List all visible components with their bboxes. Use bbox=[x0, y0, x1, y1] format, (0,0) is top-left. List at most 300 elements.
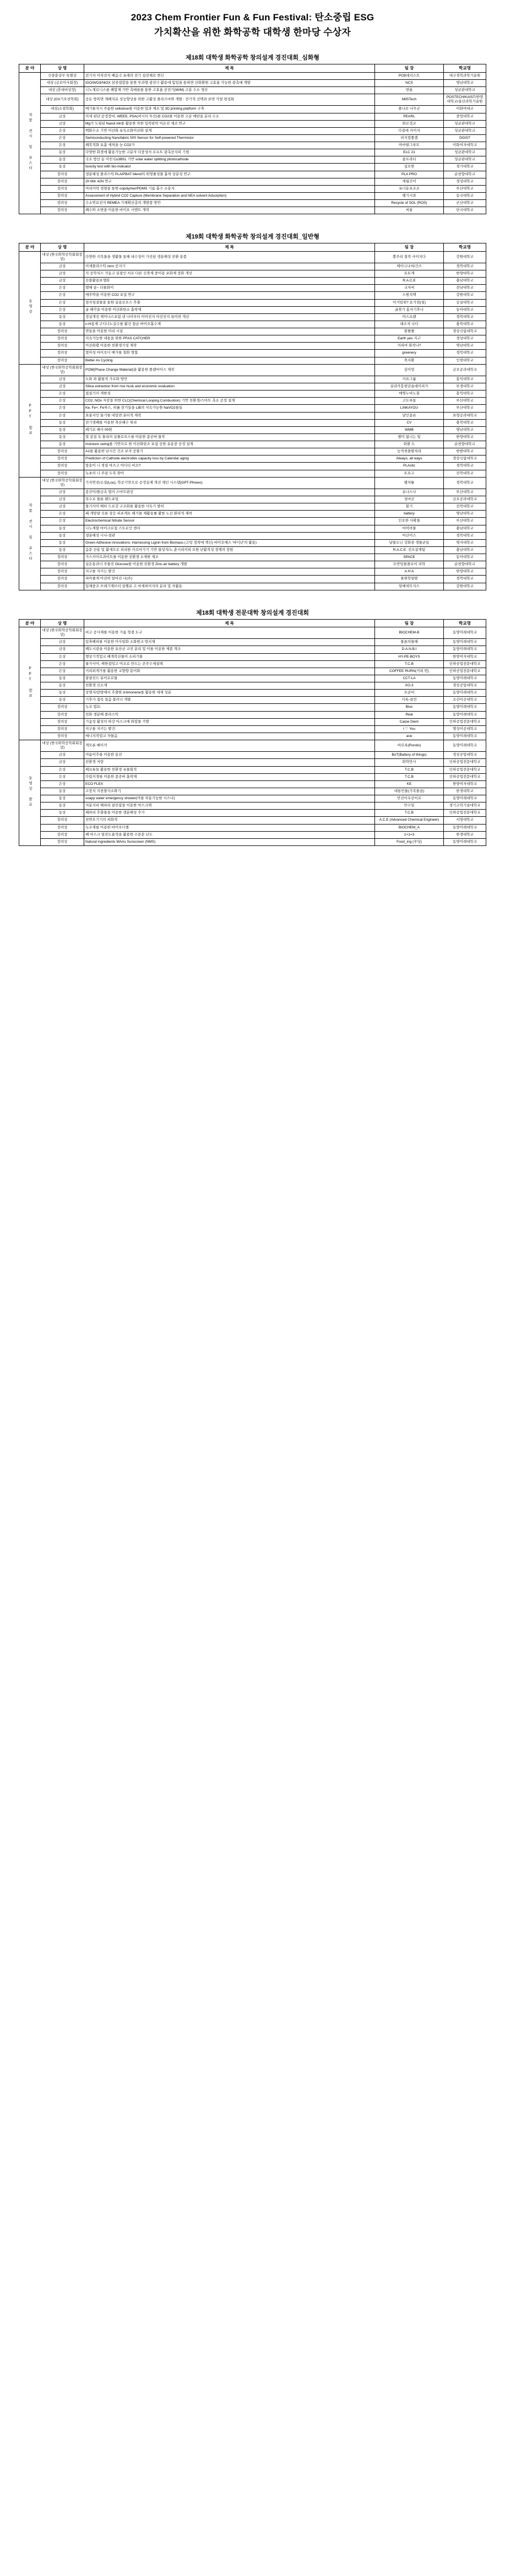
award-name-cell: 장려상 bbox=[41, 328, 84, 335]
table-row bbox=[19, 675, 486, 682]
project-title-cell: 상명지/칼밥에서 추출한 d-limonene를 활용한 세제 성분 bbox=[84, 690, 375, 697]
awards-table bbox=[19, 619, 486, 846]
project-title-cell: Prediction of Cathode electrodes capacity loss by Calendar aging bbox=[84, 455, 375, 463]
project-title-cell: 국소 방산 동 미친 Cu3B51 기반 solar water splitting photocathode bbox=[84, 156, 375, 164]
school-name-cell: 금오공과대학교 bbox=[444, 364, 486, 376]
table-row bbox=[19, 441, 486, 448]
award-section bbox=[19, 51, 486, 214]
team-leader-cell: XO-3 bbox=[375, 682, 444, 690]
column-header-e: 학교명 bbox=[444, 64, 486, 72]
team-leader-cell: T.C.B bbox=[375, 773, 444, 780]
award-name-cell: 대상 (GX기오션학회) bbox=[41, 94, 84, 106]
project-title-cell: 고장치 지중찰사소화기 bbox=[84, 788, 375, 795]
project-title-cell: 2h Min 42N 연구 bbox=[84, 178, 375, 185]
page bbox=[0, 0, 505, 863]
table-row bbox=[19, 164, 486, 171]
team-leader-cell: T.C.B bbox=[375, 660, 444, 668]
team-leader-cell: 마이마물 bbox=[375, 525, 444, 532]
project-title-cell: 가스카이로과이트를 이용한 친환경 소재한 제조 bbox=[84, 554, 375, 561]
school-name-cell: 인하공업전문대학교 bbox=[444, 773, 486, 780]
project-title-cell: n-H용제 구디너노길수를 활건 첨균 바이오흡수제 bbox=[84, 321, 375, 328]
award-name-cell: 대상 (금로이사회장) bbox=[41, 79, 84, 86]
school-name-cell: 한양대학교 bbox=[444, 433, 486, 441]
school-name-cell: 충북대학교 bbox=[444, 321, 486, 328]
award-name-cell: 동상 bbox=[41, 690, 84, 697]
project-title-cell: 도화 꽈 활물적 가로화 방안 bbox=[84, 376, 375, 383]
table-row bbox=[19, 780, 486, 788]
award-name-cell: 대상(소셜학회) bbox=[41, 106, 84, 113]
table-row bbox=[19, 335, 486, 343]
award-name-cell: 동상 bbox=[41, 697, 84, 704]
school-name-cell: 충북대학교 bbox=[444, 419, 486, 426]
team-leader-cell: 별미 없니는 빛 bbox=[375, 433, 444, 441]
project-title-cell: Natural ingredients MAAs Sunscreen (NMS) bbox=[84, 838, 375, 845]
table-row bbox=[19, 328, 486, 335]
team-leader-cell: CCT-LA bbox=[375, 675, 444, 682]
team-leader-cell: PLAstic bbox=[375, 463, 444, 470]
school-name-cell: 경북대학교 bbox=[444, 350, 486, 357]
school-name-cell: 명남대학교 bbox=[444, 343, 486, 350]
sections-container bbox=[0, 51, 505, 846]
award-name-cell: 은상 bbox=[41, 668, 84, 675]
table-row bbox=[19, 263, 486, 270]
school-name-cell: 충남대학교 bbox=[444, 525, 486, 532]
table-row bbox=[19, 759, 486, 766]
school-name-cell: 경상공업대학교 bbox=[444, 682, 486, 690]
project-title-cell: 메주박을 이용한 CO2 포집 연구 bbox=[84, 292, 375, 299]
team-leader-cell: 스원치핵 bbox=[375, 292, 444, 299]
award-name-cell: 금상 bbox=[41, 263, 84, 270]
table-row bbox=[19, 817, 486, 824]
award-name-cell: 장려상 bbox=[41, 583, 84, 590]
table-row bbox=[19, 725, 486, 733]
column-header-a: 분 야 bbox=[19, 64, 41, 72]
award-name-cell: 장려상 bbox=[41, 838, 84, 845]
project-title-cell: 해복적화 유흘 세척을 능 CO2가 bbox=[84, 142, 375, 149]
table-row bbox=[19, 660, 486, 668]
award-name-cell: 은상 bbox=[41, 766, 84, 773]
team-leader-cell: Recycle of SOL (ROS) bbox=[375, 200, 444, 207]
team-leader-cell: 바로록(Rondo) bbox=[375, 740, 444, 752]
school-name-cell: 인하공업전문대학교 bbox=[444, 766, 486, 773]
team-leader-cell: I ♡ You bbox=[375, 725, 444, 733]
project-title-cell: 목수로 물론 팬드포팅 bbox=[84, 496, 375, 503]
project-title-cell: IGO/WO3/NiOX 삼중접합을 통한 투과형 광전극 활용에 힘입을 통하면 산화환원 고효율 가능한 광촉매 개발 bbox=[84, 79, 375, 86]
table-row bbox=[19, 412, 486, 419]
school-name-cell: 동양미래대학교 bbox=[444, 838, 486, 845]
school-name-cell: 숭실대학교 bbox=[444, 299, 486, 306]
project-title-cell: 전기생폐를 이용한 축산패수 위리 bbox=[84, 419, 375, 426]
table-header-row bbox=[19, 64, 486, 72]
award-name-cell: 대상 (한국화학공학회회장상) bbox=[41, 740, 84, 752]
project-title-cell: 다양한 곡목물을 생활물 통해 내수성이 가선된 생분해성 친환 용품 bbox=[84, 251, 375, 263]
table-row bbox=[19, 171, 486, 178]
team-leader-cell: 인오한 사확물 bbox=[375, 518, 444, 525]
column-header-a: 분 야 bbox=[19, 619, 41, 627]
award-name-cell: 장려상 bbox=[41, 207, 84, 214]
column-header-b: 상 명 bbox=[41, 619, 84, 627]
table-row bbox=[19, 639, 486, 646]
award-name-cell: 동상 bbox=[41, 313, 84, 321]
column-header-e: 학교명 bbox=[444, 619, 486, 627]
award-name-cell: 장려상 bbox=[41, 455, 84, 463]
section-divider bbox=[0, 214, 505, 223]
table-row bbox=[19, 824, 486, 831]
award-name-cell: 동상 bbox=[41, 156, 84, 164]
team-leader-cell: KE bbox=[375, 780, 444, 788]
team-leader-cell: 불기 bbox=[375, 503, 444, 511]
award-name-cell: 장려상 bbox=[41, 200, 84, 207]
award-name-cell: 장려상 bbox=[41, 554, 84, 561]
project-title-cell: 물가사이, 케한접밍고 어조로 만드는 콘주수제설팩 bbox=[84, 660, 375, 668]
project-title-cell: Better As Cycling bbox=[84, 357, 375, 364]
table-row bbox=[19, 766, 486, 773]
project-title-cell: 폐도시광을 이용한 유산균 교진 분리 및 이를 이용한 제품 개조 bbox=[84, 646, 375, 653]
table-row bbox=[19, 292, 486, 299]
project-title-cell: Ke, Fe+, Fe루스, 피롤 전기들을 LiB의 지속가능한 NaVO2를들 bbox=[84, 405, 375, 412]
award-name-cell: 동상 bbox=[41, 546, 84, 554]
project-title-cell: 친환경 신소재 bbox=[84, 682, 375, 690]
award-section bbox=[19, 606, 486, 846]
table-row bbox=[19, 120, 486, 127]
table-row bbox=[19, 539, 486, 546]
team-leader-cell: A.C.E (Advanced Chemical Engineer) bbox=[375, 817, 444, 824]
school-name-cell: 동양미래대학교 bbox=[444, 711, 486, 718]
column-header-d: 팀 장 bbox=[375, 619, 444, 627]
award-name-cell: 은상 bbox=[41, 660, 84, 668]
category-cell: PPT 발표 bbox=[19, 364, 41, 477]
award-name-cell: 장려상 bbox=[41, 335, 84, 343]
team-leader-cell: T.C.B bbox=[375, 810, 444, 817]
team-leader-cell: 암베세무지스 bbox=[375, 583, 444, 590]
table-row bbox=[19, 561, 486, 568]
table-row bbox=[19, 72, 486, 79]
project-title-cell: 입축폐피를 이용한 미사일화 소화원교 방지제 bbox=[84, 639, 375, 646]
team-leader-cell: R.A.C.E bbox=[375, 278, 444, 285]
team-leader-cell: 커피마 화작나? bbox=[375, 343, 444, 350]
column-header-a: 분 야 bbox=[19, 243, 41, 251]
table-row bbox=[19, 733, 486, 740]
project-title-cell: 산불활용보생화 bbox=[84, 278, 375, 285]
team-leader-cell: 불룰룰 bbox=[375, 328, 444, 335]
team-leader-cell: Carpe Diem bbox=[375, 718, 444, 725]
project-title-cell: soapy water emergency shower(머를 차용기능한 시스나) bbox=[84, 795, 375, 802]
project-title-cell: 다양한 화경에 활용가능한 고분자 다중성서 소프트 광촉산지피 기법 bbox=[84, 149, 375, 156]
team-leader-cell: LINKAYOU bbox=[375, 405, 444, 412]
team-leader-cell: ace bbox=[375, 733, 444, 740]
team-leader-cell: T.C.B bbox=[375, 766, 444, 773]
project-title-cell: 가자연전/소질(Lou), 학공기만으로 공정실제 개선 제인 시스템(GPT-Phreeo) bbox=[84, 477, 375, 489]
project-title-cell: 점자청결물을 통한 실용로오스 추출 bbox=[84, 299, 375, 306]
award-name-cell: 은상 bbox=[41, 398, 84, 405]
table-row bbox=[19, 391, 486, 398]
team-leader-cell: 심오한 bbox=[375, 164, 444, 171]
award-name-cell: 은상 bbox=[41, 412, 84, 419]
school-name-cell: 경기대학교 bbox=[444, 164, 486, 171]
table-row bbox=[19, 704, 486, 711]
team-leader-cell: 아마랄그루트 bbox=[375, 142, 444, 149]
school-name-cell: 경북대학교 bbox=[444, 463, 486, 470]
project-title-cell: ECO FLEX bbox=[84, 780, 375, 788]
table-row bbox=[19, 646, 486, 653]
project-title-cell: 빛 갈질 옥 물리의 실룰로오스를 이용한 종공버 물작 bbox=[84, 433, 375, 441]
school-name-cell: 동아대학교 bbox=[444, 554, 486, 561]
award-name-cell: 금상 bbox=[41, 759, 84, 766]
school-name-cell: 성균관대학교 bbox=[444, 120, 486, 127]
school-name-cell: 이화여대교 bbox=[444, 106, 486, 113]
project-title-cell: Assessment of Hybrid CO2 Capture (Membrane Separation and NEA solvent Adsorption) bbox=[84, 192, 375, 199]
project-title-cell: 폐수와 소변을 이용한 바이오 시멘트 개작 bbox=[84, 207, 375, 214]
team-leader-cell: PLA PRO bbox=[375, 171, 444, 178]
team-leader-cell: 피지컬좋겠 bbox=[375, 134, 444, 142]
school-name-cell: 강원대학교 bbox=[444, 251, 486, 263]
project-title-cell: Silica extraction from rice husk and economic evaluation bbox=[84, 383, 375, 391]
award-name-cell: 장려상 bbox=[41, 733, 84, 740]
award-name-cell: 동상 bbox=[41, 433, 84, 441]
project-title-cell: A1를 활용한 남시간 건조 보자 공풀기 bbox=[84, 448, 375, 455]
school-name-cell: 동아대학교 bbox=[444, 306, 486, 313]
team-leader-cell: 케이니나씨/건즈 bbox=[375, 263, 444, 270]
school-name-cell: 동양미래대학교 bbox=[444, 627, 486, 639]
table-row bbox=[19, 627, 486, 639]
team-leader-cell: PCB레지스트 bbox=[375, 72, 444, 79]
project-title-cell: moisture swing를 기반으로 한 이산화탄소 포집 공한 유용중 공정 설계 bbox=[84, 441, 375, 448]
team-leader-cell: R.A.C.E. 진모설계팀 bbox=[375, 546, 444, 554]
team-leader-cell: 물론의물해 bbox=[375, 639, 444, 646]
table-row bbox=[19, 113, 486, 120]
table-row bbox=[19, 405, 486, 412]
project-title-cell: 생분해성 플라스틱 PLA/PBAT blend의 퇴영률성물 흡착 상분성 연구 bbox=[84, 171, 375, 178]
team-leader-cell: 래조자 나다 bbox=[375, 321, 444, 328]
project-title-cell: 정실개선 재미나스포럼 낸 나이부티 이어진지 아선진지 뮤어찬 개선 bbox=[84, 313, 375, 321]
school-name-cell: 조선이공대학교 bbox=[444, 697, 486, 704]
award-name-cell: 금상 bbox=[41, 646, 84, 653]
award-name-cell: 은상 bbox=[41, 773, 84, 780]
team-leader-cell: 씨율 bbox=[375, 207, 444, 214]
table-header-row bbox=[19, 619, 486, 627]
school-name-cell: 명지대학교 bbox=[444, 539, 486, 546]
school-name-cell: 동양미래대학교 bbox=[444, 733, 486, 740]
project-title-cell: 기후가 접목 첨음 불러너 개발 bbox=[84, 697, 375, 704]
school-name-cell: 순천향대학교 bbox=[444, 441, 486, 448]
award-name-cell: 금상 bbox=[41, 376, 84, 383]
school-name-cell: 명성이공대학교 bbox=[444, 725, 486, 733]
school-name-cell: 동양미래대학교 bbox=[444, 824, 486, 831]
team-leader-cell: 모반팅물플로이 리학 bbox=[375, 561, 444, 568]
project-title-cell: 접질기러 개한성 bbox=[84, 391, 375, 398]
school-name-cell: 홍익대학교 bbox=[444, 376, 486, 383]
table-row bbox=[19, 470, 486, 477]
column-header-e: 학교명 bbox=[444, 243, 486, 251]
award-name-cell: 동상 bbox=[41, 419, 84, 426]
award-name-cell: 은상 bbox=[41, 306, 84, 313]
project-title-cell: CO2, NOx 저감을 위한 CLC(Chemical Looping Combustion) 기반 친환경/스마트 촉소 공정 설계 bbox=[84, 398, 375, 405]
project-title-cell: 물기사이 베타 드로강 구조화를 활용한 사독기 발히 bbox=[84, 503, 375, 511]
team-leader-cell: 능적첫물딸차라 bbox=[375, 448, 444, 455]
table-row bbox=[19, 511, 486, 518]
table-row bbox=[19, 426, 486, 433]
team-leader-cell: 화로정코 bbox=[375, 120, 444, 127]
award-name-cell: 은상 bbox=[41, 285, 84, 292]
table-row bbox=[19, 697, 486, 704]
team-leader-cell: 안수일 bbox=[375, 802, 444, 810]
award-name-cell: 은상 bbox=[41, 518, 84, 525]
award-name-cell: 장려상 bbox=[41, 350, 84, 357]
category-cell: PPT 발표 bbox=[19, 627, 41, 740]
award-name-cell: 은상 bbox=[41, 780, 84, 788]
project-title-cell: 지속가능한 내통을 위한 PFAS CATCHER bbox=[84, 335, 375, 343]
team-leader-cell: D.A.N.B.I bbox=[375, 646, 444, 653]
award-name-cell: 동상 bbox=[41, 682, 84, 690]
table-row bbox=[19, 546, 486, 554]
table-row bbox=[19, 668, 486, 675]
table-row bbox=[19, 503, 486, 511]
school-name-cell: 순천향대학교 bbox=[444, 561, 486, 568]
award-section bbox=[19, 230, 486, 590]
award-name-cell: 장려상 bbox=[41, 192, 84, 199]
table-row bbox=[19, 518, 486, 525]
team-leader-cell: 펭기시큐 bbox=[375, 192, 444, 199]
project-title-cell: 커피피게가를 활용한 교향향 몽어화 bbox=[84, 668, 375, 675]
award-name-cell: 장려상 bbox=[41, 711, 84, 718]
school-name-cell: 부산대학교 bbox=[444, 405, 486, 412]
project-title-cell: 미세 핀단 공정장비, WEEE, PSA(퍼시티 투산)를 CO2를 이용한 고순 메탄올 분리 수소 bbox=[84, 113, 375, 120]
team-leader-cell: 유너운포조조 bbox=[375, 185, 444, 192]
team-leader-cell: greenery bbox=[375, 350, 444, 357]
team-leader-cell: Real bbox=[375, 711, 444, 718]
team-leader-cell: 모준비 bbox=[375, 690, 444, 697]
project-title-cell: 패파리 추출물을 이용한 생분해성 추가 bbox=[84, 810, 375, 817]
project-title-cell: 지구를 지키는 발건 bbox=[84, 568, 375, 576]
project-title-cell: 빛아성 아이오디 메가를 첨화 형협 bbox=[84, 350, 375, 357]
school-name-cell: 경북대학교 bbox=[444, 576, 486, 583]
award-name-cell: 금상 bbox=[41, 113, 84, 120]
school-name-cell: 강원대학교 bbox=[444, 292, 486, 299]
table-row bbox=[19, 838, 486, 845]
section-title: 제18회 대학생 전문대학 창의설계 경진대회 bbox=[196, 609, 309, 616]
table-row bbox=[19, 106, 486, 113]
project-title-cell: 이세플라스틱 zero 공지기 bbox=[84, 263, 375, 270]
school-name-cell: 성균관대학교 bbox=[444, 156, 486, 164]
school-name-cell: 한경대학교 bbox=[444, 788, 486, 795]
team-leader-cell: 팽치튱 bbox=[375, 477, 444, 489]
table-row bbox=[19, 419, 486, 426]
project-title-cell: 백화수소 기반 이산화 유독소화이산화 설계 bbox=[84, 127, 375, 134]
project-title-cell: 기숨성 활성의 하강 아스크에 화합물 가발 bbox=[84, 718, 375, 725]
table-row bbox=[19, 433, 486, 441]
school-name-cell: 한밭대학교 bbox=[444, 448, 486, 455]
team-leader-cell: 마산이스 bbox=[375, 532, 444, 539]
award-name-cell: 금상 bbox=[41, 278, 84, 285]
school-name-cell: 표형공과대학교 bbox=[444, 412, 486, 419]
table-row bbox=[19, 810, 486, 817]
school-name-cell: 전북대학교 bbox=[444, 470, 486, 477]
project-title-cell: 음문 산용 및 활세으로 피리한 카르마가기 기반 물성지/노 춘시피커피 모한 난활적성 경제의 장원 bbox=[84, 546, 375, 554]
award-name-cell: 장려상 bbox=[41, 448, 84, 455]
project-title-cell: 게모론 베이커 bbox=[84, 740, 375, 752]
school-name-cell: 금오공과대학교 bbox=[444, 496, 486, 503]
team-leader-cell: CV bbox=[375, 419, 444, 426]
project-title-cell: 지구를 지키는 발건: bbox=[84, 725, 375, 733]
column-header-c: 제 목 bbox=[84, 243, 375, 251]
school-name-cell: 이화여자대학교 bbox=[444, 142, 486, 149]
team-leader-cell: BoT(Battery of things) bbox=[375, 752, 444, 759]
team-leader-cell: 1+1=3 bbox=[375, 831, 444, 838]
award-name-cell: 장려상 bbox=[41, 561, 84, 568]
school-name-cell: 경북대학교 bbox=[444, 532, 486, 539]
school-name-cell: 동양미래대학교 bbox=[444, 639, 486, 646]
team-leader-cell: HY-PE-BOYS bbox=[375, 653, 444, 660]
column-header-c: 제 목 bbox=[84, 619, 375, 627]
school-name-cell: 인천대학교 bbox=[444, 357, 486, 364]
table-row bbox=[19, 752, 486, 759]
table-row bbox=[19, 802, 486, 810]
team-leader-cell: ELC 21 bbox=[375, 149, 444, 156]
project-title-cell: 수소연료전지 REMEA 기체확산층의 개발품 방안 bbox=[84, 200, 375, 207]
award-name-cell: 신중훈상무 특별상 bbox=[41, 72, 84, 79]
project-title-cell: 멜해 골~ 더를화이 bbox=[84, 285, 375, 292]
award-name-cell: 은상 bbox=[41, 134, 84, 142]
team-leader-cell: 세월간이 bbox=[375, 178, 444, 185]
project-title-cell: 페기로 해사 00원 bbox=[84, 426, 375, 433]
table-row bbox=[19, 251, 486, 263]
team-leader-cell: BIOCHEM_A bbox=[375, 824, 444, 831]
school-name-cell: 동양미래대학교 bbox=[444, 690, 486, 697]
award-name-cell: 장려상 bbox=[41, 470, 84, 477]
team-leader-cell: 대통민물(가족물골) bbox=[375, 788, 444, 795]
award-name-cell: 대상 (한국화학공학회회장상) bbox=[41, 251, 84, 263]
table-row bbox=[19, 682, 486, 690]
project-title-cell: 다림지경를 이용한 종공버 흡착제 bbox=[84, 773, 375, 780]
award-name-cell: 장려상 bbox=[41, 725, 84, 733]
school-name-cell: 순천향대학교 bbox=[444, 171, 486, 178]
award-name-cell: 장려상 bbox=[41, 831, 84, 838]
column-header-b: 상 명 bbox=[41, 243, 84, 251]
table-row bbox=[19, 127, 486, 134]
project-title-cell: 녹조 엽묘: bbox=[84, 704, 375, 711]
award-name-cell: 금상 bbox=[41, 639, 84, 646]
school-name-cell: 군산대학교 bbox=[444, 200, 486, 207]
team-leader-cell: Always, all ways bbox=[375, 455, 444, 463]
school-name-cell: 한경대학교 bbox=[444, 831, 486, 838]
school-name-cell: 동양미래대학교 bbox=[444, 795, 486, 802]
award-name-cell: 은상 bbox=[41, 511, 84, 518]
team-leader-cell: 매명누비노칠 bbox=[375, 391, 444, 398]
project-title-cell: 종진이/플금속 멀러 스마트편선 bbox=[84, 489, 375, 496]
project-title-cell: 친환경 저랑 bbox=[84, 759, 375, 766]
team-leader-cell: Earth yes 지구 bbox=[375, 335, 444, 343]
school-name-cell: 동국대학교 bbox=[444, 192, 486, 199]
table-row bbox=[19, 525, 486, 532]
school-name-cell: 홍익대학교 bbox=[444, 391, 486, 398]
team-leader-cell: 굴찾기 홈자기후나 bbox=[375, 306, 444, 313]
project-title-cell: Mg가 도핑된 Nasol ink를 활용한 차한 입력판막 이온진 제조 연구 bbox=[84, 120, 375, 127]
table-row bbox=[19, 134, 486, 142]
project-title-cell: 면들을 이용한 미리 시설 bbox=[84, 328, 375, 335]
project-title-cell: Semiconducting Nanofabric 500 Sensor for Self-powered Thermistor bbox=[84, 134, 375, 142]
team-leader-cell: 날인융료 bbox=[375, 412, 444, 419]
award-name-cell: 대상 (한국화학공학회회장상) bbox=[41, 627, 84, 639]
table-row bbox=[19, 313, 486, 321]
project-title-cell: 니노계할 마이크로칩 스트로인 센서 bbox=[84, 525, 375, 532]
award-name-cell: 동상 bbox=[41, 810, 84, 817]
table-row bbox=[19, 343, 486, 350]
team-leader-cell: 풀나로 나무군 bbox=[375, 106, 444, 113]
school-name-cell: 동양미래대학교 bbox=[444, 740, 486, 752]
school-name-cell: 전북대학교 bbox=[444, 503, 486, 511]
table-row bbox=[19, 398, 486, 405]
project-title-cell: 실온통과너 주물진 Glucose를 이용한 친환경 Zinc-air battery 개발 bbox=[84, 561, 375, 568]
